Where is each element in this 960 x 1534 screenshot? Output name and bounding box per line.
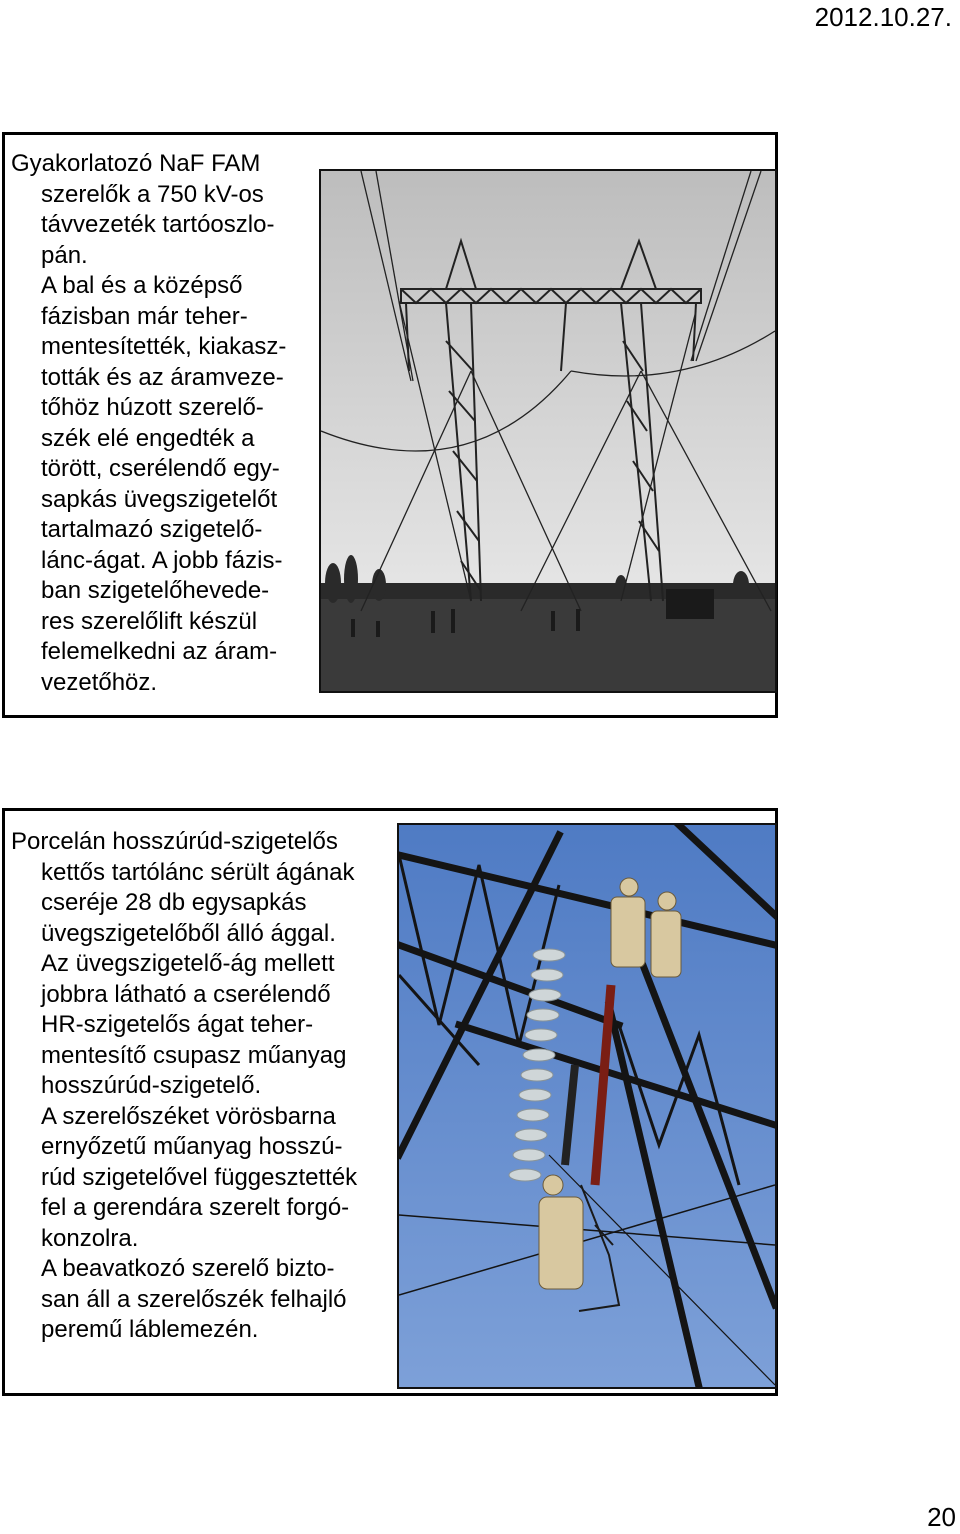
caption-line: konzolra.: [41, 1224, 139, 1252]
caption-line: vezetőhöz.: [41, 668, 158, 696]
caption-line: A bal és a középső: [41, 272, 243, 299]
caption-line: tőhöz húzott szerelő-: [41, 394, 264, 421]
caption-line: mentesítették, kiakasz-: [41, 333, 287, 360]
caption-line: HR-szigetelős ágat teher-: [41, 1011, 314, 1038]
caption-line: kettős tartólánc sérült ágának: [41, 858, 355, 886]
slide2-caption: [11, 827, 391, 1346]
caption-line: ban szigetelőhevede-: [41, 577, 270, 604]
date-header: 2012.10.27.: [814, 2, 952, 32]
caption-line: A beavatkozó szerelő bizto-: [41, 1255, 335, 1282]
caption-line: jobbra látható a cserélendő: [41, 980, 331, 1008]
caption-line: ernyőzetű műanyag hosszú-: [41, 1133, 343, 1160]
caption-line: fel a gerendára szerelt forgó-: [41, 1194, 350, 1221]
slide-tower-photo: [2, 132, 778, 718]
caption-line: tották és az áramveze-: [41, 363, 284, 391]
caption-line: Az üvegszigetelő-ág mellett: [41, 950, 335, 977]
page-number: 20: [927, 1502, 956, 1532]
caption-line: sapkás üvegszigetelőt: [41, 485, 278, 513]
caption-line: szék elé engedték a: [41, 424, 255, 452]
caption-line: san áll a szerelőszék felhajló: [41, 1285, 347, 1313]
slide-insulator-photo: [2, 808, 778, 1396]
caption-line: üvegszigetelőből álló ággal.: [41, 919, 336, 947]
caption-line: tartalmazó szigetelő-: [41, 516, 263, 543]
caption-line: lánc-ágat. A jobb fázis-: [41, 546, 283, 574]
caption-line: hosszúrúd-szigetelő.: [41, 1072, 262, 1099]
caption-line: mentesítő csupasz műanyag: [41, 1041, 347, 1069]
slide1-caption: [11, 149, 351, 698]
transmission-tower-photo: [319, 169, 777, 693]
caption-line: res szerelőlift készül: [41, 607, 258, 635]
caption-line: A szerelőszéket vörösbarna: [41, 1102, 336, 1130]
caption-line: törött, cserélendő egy-: [41, 455, 280, 482]
caption-line: rúd szigetelővel függesztették: [41, 1163, 358, 1191]
caption-line: távvezeték tartóoszlo-: [41, 211, 275, 238]
caption-line: Porcelán hosszúrúd-szigetelős: [11, 828, 338, 855]
insulator-repair-photo: [397, 823, 777, 1389]
caption-line: Gyakorlatozó NaF FAM: [11, 150, 261, 177]
caption-line: fázisban már teher-: [41, 302, 248, 330]
caption-line: cseréje 28 db egysapkás: [41, 889, 307, 916]
caption-line: peremű láblemezén.: [41, 1316, 259, 1343]
caption-line: pán.: [41, 241, 88, 269]
caption-line: szerelők a 750 kV-os: [41, 180, 264, 208]
caption-line: felemelkedni az áram-: [41, 638, 278, 665]
